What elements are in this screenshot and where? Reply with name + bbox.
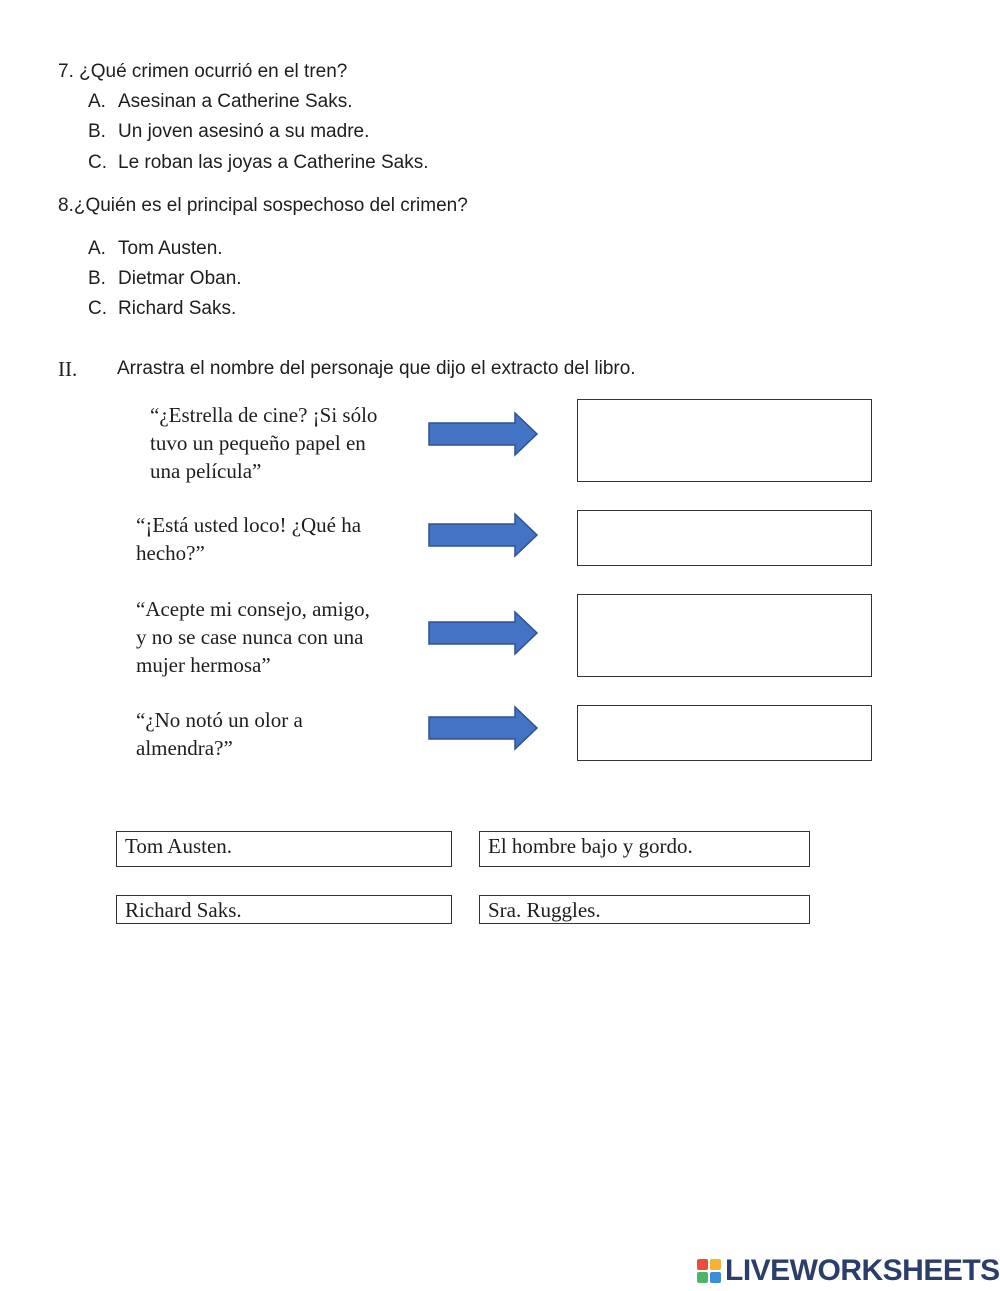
answer-drop-zone-3[interactable] — [577, 594, 872, 677]
option-text: Asesinan a Catherine Saks. — [118, 91, 353, 112]
right-arrow-icon — [427, 411, 539, 457]
question-8-prompt: 8.¿Quién es el principal sospechoso del crimen? — [58, 195, 468, 216]
right-arrow-icon — [427, 610, 539, 656]
answer-drop-zone-2[interactable] — [577, 510, 872, 566]
answer-chip-hombre-bajo-gordo[interactable]: El hombre bajo y gordo. — [479, 831, 810, 867]
option-letter: A. — [88, 238, 106, 259]
answer-chip-tom-austen[interactable]: Tom Austen. — [116, 831, 452, 867]
question-8-option-b — [88, 268, 242, 290]
question-7-prompt: 7. ¿Qué crimen ocurrió en el tren? — [58, 61, 348, 82]
answer-drop-zone-1[interactable] — [577, 399, 872, 482]
section-2-instructions: Arrastra el nombre del personaje que dijo el extracto del libro. — [117, 358, 636, 379]
section-2-number: II. — [58, 357, 78, 381]
option-letter: C. — [88, 298, 107, 319]
question-7-option-b — [88, 121, 369, 143]
option-text: Le roban las joyas a Catherine Saks. — [118, 152, 429, 173]
question-8-option-a — [88, 238, 223, 260]
question-8-option-c — [88, 298, 236, 320]
quote-1: “¿Estrella de cine? ¡Si sólo tuvo un pequeño papel en una película” — [150, 403, 378, 483]
option-text: Un joven asesinó a su madre. — [118, 121, 370, 142]
right-arrow-icon — [427, 705, 539, 751]
option-letter: C. — [88, 152, 107, 173]
option-letter: B. — [88, 268, 106, 289]
option-text: Tom Austen. — [118, 238, 223, 259]
quote-2: “¡Está usted loco! ¿Qué ha hecho?” — [136, 513, 362, 565]
right-arrow-icon — [427, 512, 539, 558]
option-text: Dietmar Oban. — [118, 268, 242, 289]
answer-drop-zone-4[interactable] — [577, 705, 872, 761]
question-7-option-a — [88, 91, 352, 113]
quote-4: “¿No notó un olor a almendra?” — [136, 708, 303, 760]
option-letter: B. — [88, 121, 106, 142]
option-letter: A. — [88, 91, 106, 112]
liveworksheets-logo-icon — [697, 1259, 721, 1283]
answer-chip-sra-ruggles[interactable]: Sra. Ruggles. — [479, 895, 810, 924]
answer-chip-richard-saks[interactable]: Richard Saks. — [116, 895, 452, 924]
option-text: Richard Saks. — [118, 298, 237, 319]
question-7-option-c — [88, 152, 429, 174]
quote-3: “Acepte mi consejo, amigo, y no se case nunca con una mujer hermosa” — [136, 597, 370, 677]
liveworksheets-brand — [697, 1255, 1000, 1287]
brand-wordmark: LIVEWORKSHEETS — [725, 1254, 1000, 1287]
